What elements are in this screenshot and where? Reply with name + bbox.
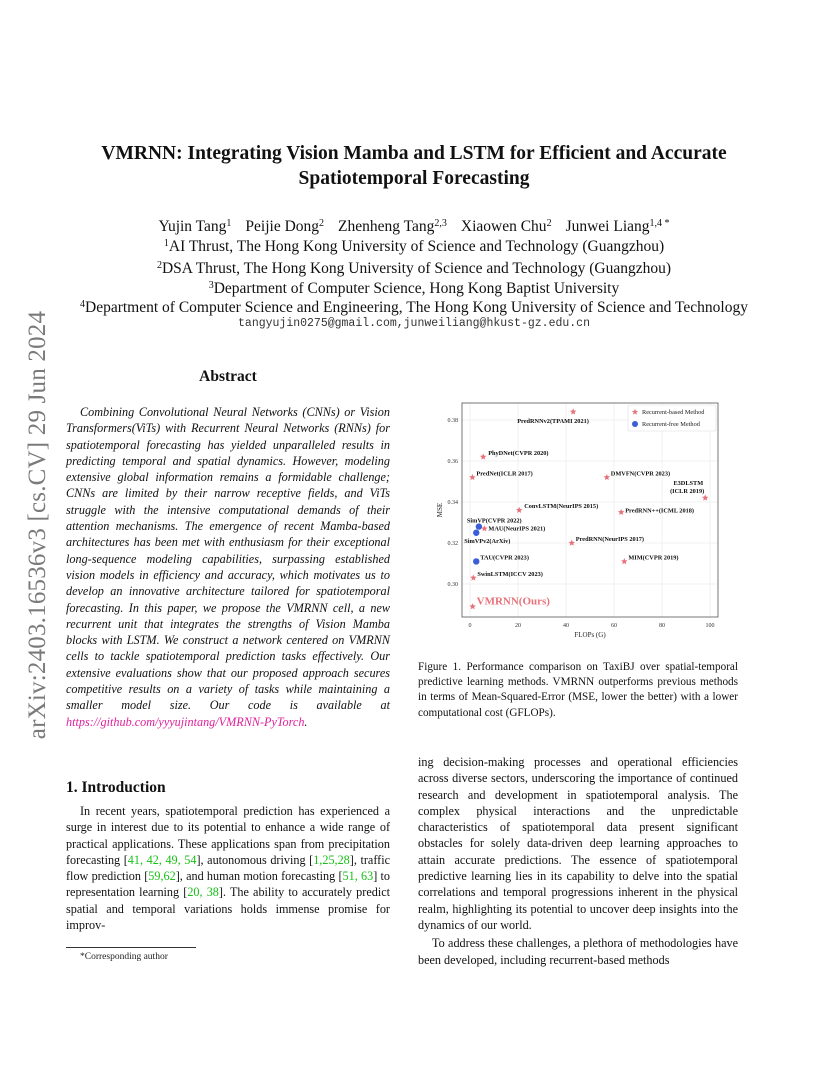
intro-text: ] to representation learning [	[66, 869, 391, 900]
intro-text: ], autonomous driving [	[196, 852, 314, 867]
intro-text: ], and human motion forecasting [	[175, 869, 343, 884]
affiliation-1	[40, 234, 788, 257]
author-name: Peijie Dong$^2$	[245, 218, 325, 235]
citation-link[interactable]: 59,62	[148, 869, 176, 884]
citation-link[interactable]: 20, 38	[187, 885, 219, 900]
intro-paragraph-1	[66, 803, 390, 933]
recurrent-based-point	[702, 495, 708, 501]
arxiv-stamp-text: arXiv:2403.16536v3 [cs.CV] 29 Jun 2024	[24, 310, 51, 740]
affiliation-text: DSA Thrust, The Hong Kong University of Science and Technology (Guangzhou)	[161, 260, 672, 277]
affiliation-text: AI Thrust, The Hong Kong University of Science and Technology (Guangzhou)	[168, 238, 665, 255]
recurrent-based-point	[470, 574, 476, 580]
intro-text: In recent years, spatiotemporal prediction has experienced a surge in interest due to its potential to enhance a wide range of practical applications. These applications span from precipitation forecasting [	[66, 804, 390, 867]
author-name: Zhenheng Tang$^{2,3}$	[338, 218, 447, 235]
point-label: MIM(CVPR 2019)	[628, 554, 679, 562]
recurrent-free-point	[473, 530, 479, 536]
abstract-body	[66, 404, 390, 730]
y-tick-label: 0.34	[447, 500, 458, 506]
point-label: SimVPv2(ArXiv)	[464, 537, 511, 545]
ours-point	[469, 603, 475, 609]
point-label: PhyDNet(CVPR 2020)	[488, 449, 549, 457]
section-heading-introduction: 1. Introduction	[66, 779, 166, 796]
point-label: ConvLSTM(NeurIPS 2015)	[524, 503, 599, 511]
ours-point-label: VMRNN(Ours)	[476, 595, 550, 608]
figure-1-caption: Figure 1. Performance comparison on TaxiBJ over spatial-temporal predictive learning methods. VMRNN outperforms previous methods in terms of Mean-Squared-Error (MSE, lower the better) with a lower computational cost (GFLOPs).	[418, 661, 738, 719]
recurrent-based-point	[618, 509, 624, 515]
abstract-end: .	[304, 714, 308, 729]
intro-right-column	[418, 754, 738, 968]
x-tick-label: 60	[611, 623, 617, 629]
author-name: Xiaowen Chu$^2$	[460, 218, 552, 235]
title-line-1: VMRNN: Integrating Vision Mamba and LSTM for Efficient and Accurate	[101, 143, 727, 164]
y-axis-label: MSE	[436, 502, 444, 518]
point-label: DMVFN(CVPR 2023)	[610, 470, 671, 478]
legend-label: Recurrent-free Method	[642, 421, 700, 428]
footnote-corresponding-author: *Corresponding author	[80, 952, 168, 962]
point-label: (ICLR 2019)	[670, 487, 705, 495]
recurrent-based-point	[480, 454, 486, 460]
affiliation-sup: 2	[156, 260, 162, 271]
recurrent-based-point	[570, 408, 576, 414]
author-affiliation-sup: 2,3	[434, 218, 447, 229]
abstract-heading: Abstract	[199, 368, 257, 385]
point-label: E3DLSTM	[673, 479, 704, 487]
recurrent-free-point	[473, 558, 479, 564]
recurrent-based-point	[604, 474, 610, 480]
author-emails[interactable]: tangyujin0275@gmail.com,junweiliang@hkust-gz.edu.cn	[238, 317, 590, 330]
author-name: Junwei Liang$^{1,4 *}$	[565, 218, 670, 235]
x-tick-label: 80	[659, 623, 665, 629]
point-label: PredRNN(NeurIPS 2017)	[575, 536, 645, 543]
recurrent-based-point	[569, 540, 575, 546]
abstract-text: Combining Convolutional Neural Networks (CNNs) or Vision Transformers(ViTs) with Recurrent Neural Networks (RNNs) for spatiotemporal forecasting has yielded unparalleled results in predicting temporal and spatial dynamics. However, modeling extensive global information remains a formidable challenge; CNNs are limited by their narrow receptive fields, and ViTs struggle with the intensive computational demands of their attention mechanisms. The emergence of recent Mamba-based architectures has been met with enthusiasm for their exceptional long-sequence modeling capabilities, surpassing established vision models in efficiency and accuracy, which motivates us to develop an innovative architecture tailored for spatiotemporal forecasting. In this paper, we propose the VMRNN cell, a new recurrent unit that integrates the strengths of Vision Mamba blocks with LSTM. We construct a network centered on VMRNN cells to tackle spatiotemporal prediction tasks effectively. Our extensive evaluations show that our proposed approach secures competitive results on a variety of tasks while maintaining a smaller model size. Our code is available at	[66, 405, 390, 713]
intro-text: ]. The ability to accurately predict spatial and temporal variations holds immense promise for improv-	[66, 885, 391, 933]
affiliation-text: Department of Computer Science and Engineering, The Hong Kong University of Science and Technology	[85, 299, 748, 316]
author-affiliation-sup: 1	[226, 218, 232, 229]
point-label: TAU(CVPR 2023)	[480, 554, 529, 562]
recurrent-based-point	[481, 525, 487, 531]
footnote-divider	[66, 947, 196, 948]
paper-title	[60, 141, 768, 191]
recurrent-based-point	[516, 507, 522, 513]
point-label: PredNet(ICLR 2017)	[476, 470, 533, 478]
author-affiliation-sup: 1,4 *	[649, 218, 670, 229]
code-link[interactable]: https://github.com/yyyujintang/VMRNN-PyTorch	[66, 714, 305, 729]
author-affiliation-sup: 2	[546, 218, 552, 229]
point-label: PredRNNv2(TPAMI 2021)	[517, 417, 589, 425]
y-tick-label: 0.36	[447, 459, 458, 465]
legend-label: Recurrent-based Method	[642, 409, 705, 416]
intro-text: ], traffic flow prediction [	[66, 852, 391, 884]
affiliation-sup: 1	[163, 238, 169, 249]
citation-link[interactable]: 1,25,28	[313, 852, 350, 867]
y-tick-label: 0.32	[447, 541, 458, 547]
citation-link[interactable]: 51, 63	[342, 869, 374, 884]
x-tick-label: 100	[705, 623, 715, 629]
x-axis-label: FLOPs (G)	[574, 631, 606, 639]
arxiv-identifier-stamp	[18, 290, 58, 760]
point-label: PredRNN++(ICML 2018)	[625, 507, 695, 515]
intro-paragraph-2: To address these challenges, a plethora of methodologies have been developed, including recurrent-based methods	[418, 936, 738, 967]
title-line-2: Spatiotemporal Forecasting	[298, 168, 530, 189]
mse-vs-flops-scatter-chart	[430, 395, 730, 640]
author-affiliation-sup: 2	[319, 218, 325, 229]
citation-link[interactable]: 41, 42, 49, 54	[127, 852, 197, 867]
intro-paragraph-1-continued: ing decision-making processes and operational efficiencies across diverse sectors, underscoring the importance of continued research and development in spatiotemporal analysis. The complex physical interactions and the unpredictable characteristics of spatiotemporal data present significant obstacles for solely data-driven deep learning approaches to attain accurate predictions. The essence of spatiotemporal predictive learning lies in its capability to delve into the spatial correlations and temporal progressions inherent in the physical realm, highlighting its potential to uncover deep insights into the dynamics of our world.	[418, 755, 738, 932]
author-name: Yujin Tang$^1$	[158, 218, 232, 235]
affiliation-sup: 3	[208, 280, 214, 291]
affiliation-4	[40, 295, 788, 318]
point-label: SimVP(CVPR 2022)	[466, 517, 522, 525]
x-tick-label: 40	[563, 623, 569, 629]
point-label: MAU(NeurIPS 2021)	[488, 525, 546, 533]
affiliation-text: Department of Computer Science, Hong Kong Baptist University	[213, 280, 620, 297]
point-label: SwinLSTM(ICCV 2023)	[477, 570, 543, 578]
x-tick-label: 0	[468, 623, 472, 629]
legend-circle-icon	[632, 421, 638, 427]
y-tick-label: 0.38	[447, 418, 458, 424]
affiliation-sup: 4	[80, 299, 86, 310]
x-tick-label: 20	[515, 623, 521, 629]
recurrent-based-point	[621, 558, 627, 564]
y-tick-label: 0.30	[447, 582, 458, 588]
